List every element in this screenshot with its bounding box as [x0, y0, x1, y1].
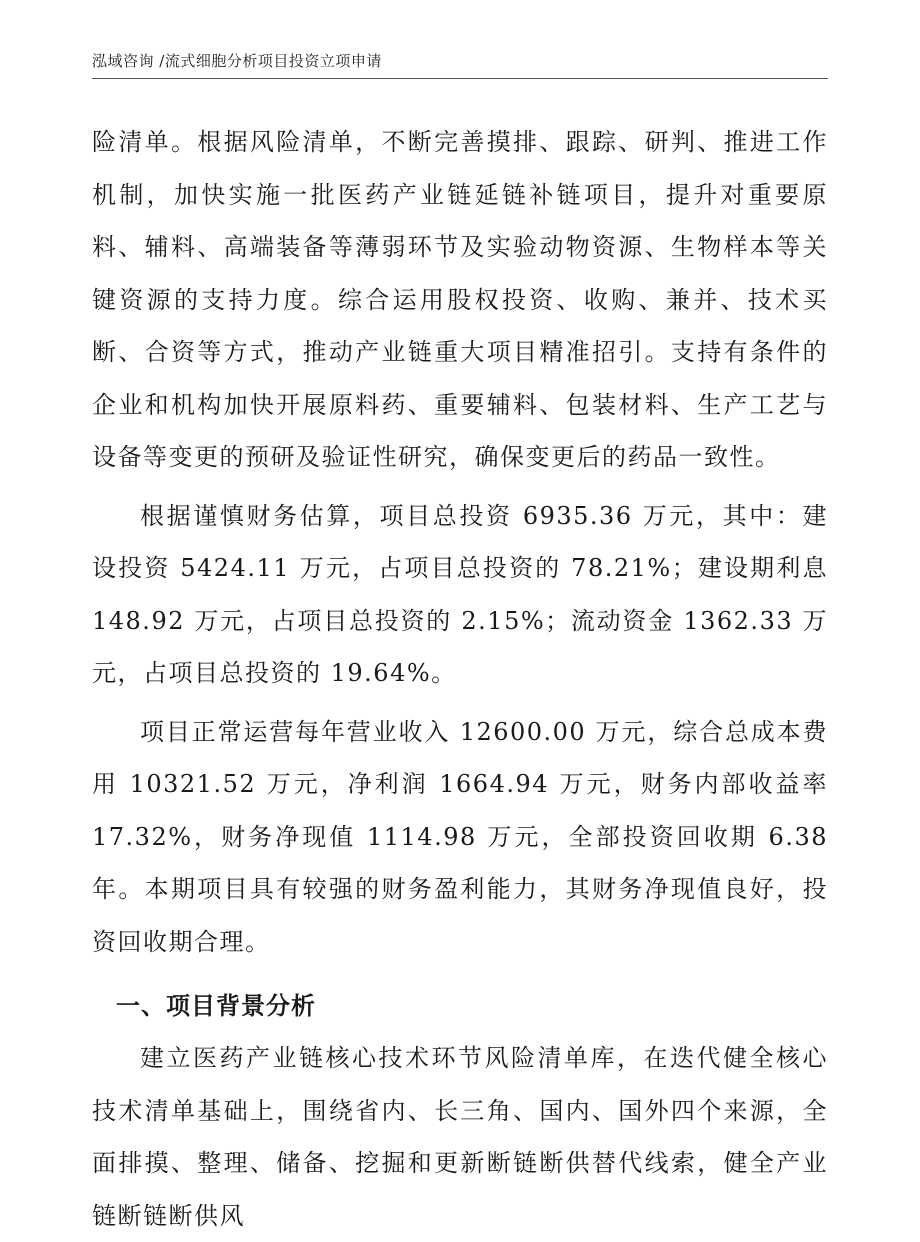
- paragraph-investment-estimate: 根据谨慎财务估算，项目总投资 6935.36 万元，其中：建设投资 5424.11 万元，占项目总投资的 78.21%；建设期利息 148.92 万元，占项目总投资的 2.15%；流动资金 1362.33 万元，占项目总投资的 19.64%。: [92, 501, 828, 687]
- section-heading-background: 一、项目背景分析: [116, 992, 316, 1020]
- header-divider: [92, 78, 828, 79]
- paragraph-financial-returns: 项目正常运营每年营业收入 12600.00 万元，综合总成本费用 10321.52 万元，净利润 1664.94 万元，财务内部收益率 17.32%，财务净现值 1114.98 万元，全部投资回收期 6.38 年。本期项目具有较强的财务盈利能力，其财务净现值良好，投资回收期合理。: [92, 717, 828, 956]
- paragraph-background: 建立医药产业链核心技术环节风险清单库，在迭代健全核心技术清单基础上，围绕省内、长三角、国内、国外四个来源，全面排摸、整理、储备、挖掘和更新断链断供替代线索，健全产业链断链断供风: [92, 1044, 828, 1230]
- document-body: [92, 116, 828, 1242]
- paragraph-risk-list: 险清单。根据风险清单，不断完善摸排、跟踪、研判、推进工作机制，加快实施一批医药产业链延链补链项目，提升对重要原料、辅料、高端装备等薄弱环节及实验动物资源、生物样本等关键资源的支持力度。综合运用股权投资、收购、兼并、技术买断、合资等方式，推动产业链重大项目精准招引。支持有条件的企业和机构加快开展原料药、重要辅料、包装材料、生产工艺与设备等变更的预研及验证性研究，确保变更后的药品一致性。: [92, 128, 828, 471]
- document-header: 泓域咨询 /流式细胞分析项目投资立项申请: [92, 52, 382, 70]
